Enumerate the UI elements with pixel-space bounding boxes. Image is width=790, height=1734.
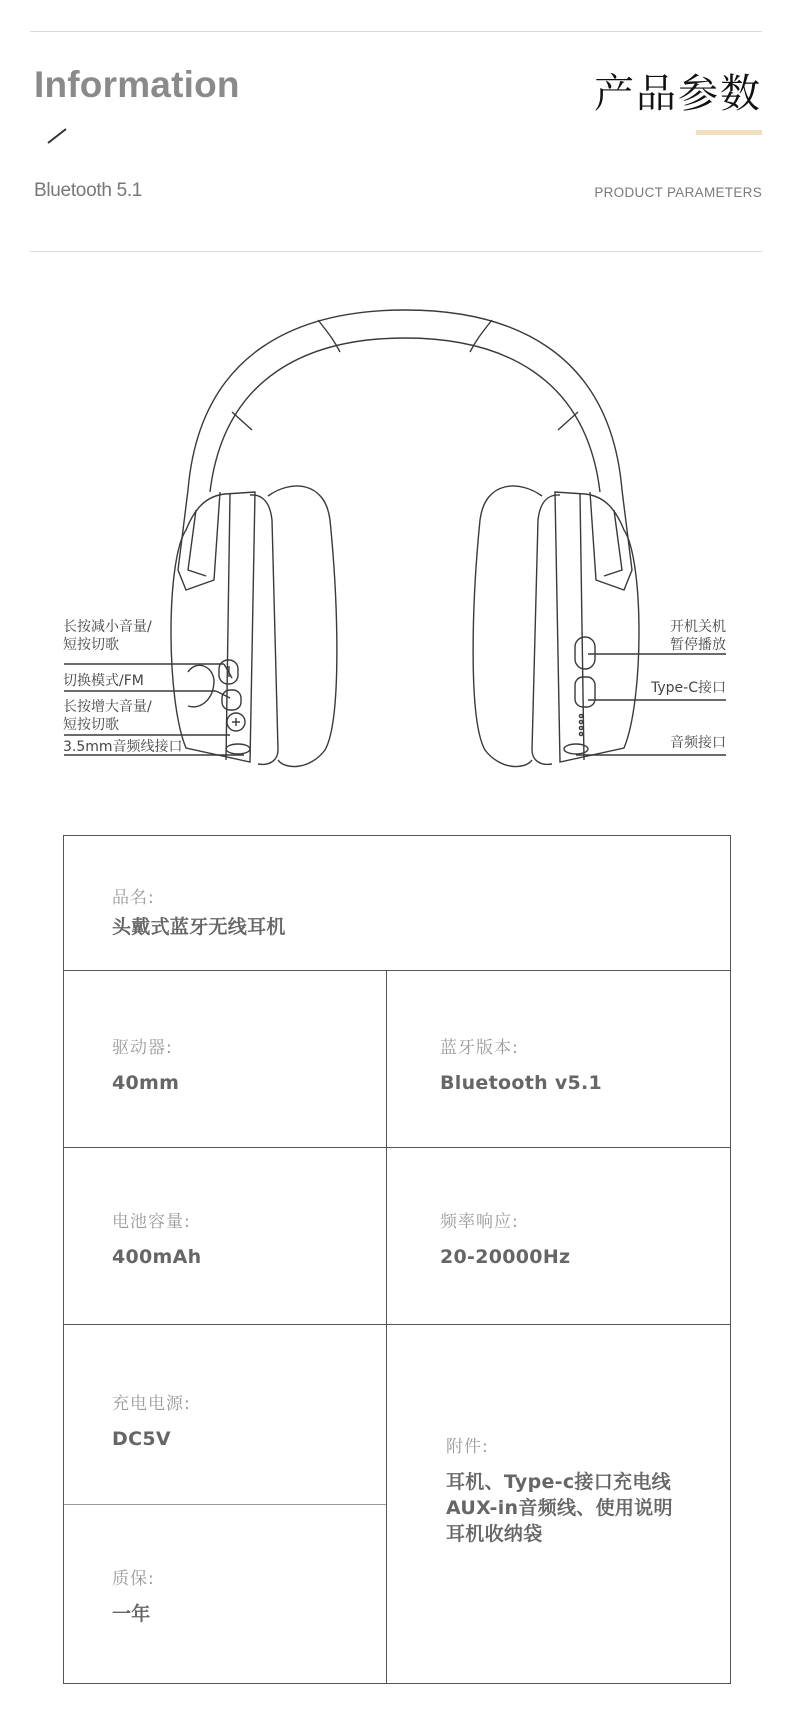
spec-label: 附件: [446, 1437, 489, 1457]
spec-frequency [440, 1207, 570, 1270]
spec-value: 40mm [112, 1072, 180, 1094]
callout-volume-down-line2: 短按切歌 [63, 637, 119, 653]
spec-name [112, 883, 286, 940]
spec-label: 蓝牙版本: [440, 1038, 519, 1058]
spec-label: 质保: [112, 1569, 155, 1589]
section-divider [30, 251, 762, 252]
spec-value: 400mAh [112, 1246, 202, 1268]
page-title: 产品参数 [594, 71, 762, 117]
spec-label: 品名: [112, 888, 155, 908]
callout-power-line2: 暂停播放 [670, 637, 726, 653]
spec-col-divider [386, 970, 387, 1683]
slash-mark [46, 128, 68, 144]
spec-battery [112, 1207, 202, 1270]
bluetooth-subtitle: Bluetooth 5.1 [34, 180, 143, 201]
callout-volume-up-line2: 短按切歌 [63, 717, 119, 733]
spec-row-divider [64, 1324, 730, 1325]
spec-table [63, 835, 731, 1684]
spec-value: Bluetooth v5.1 [440, 1072, 603, 1094]
callout-aux-jack: 3.5mm音频线接口 [63, 739, 183, 755]
headphone-diagram [0, 280, 790, 780]
callout-volume-down-line1: 长按减小音量/ [63, 619, 152, 635]
info-title: Information [34, 64, 240, 105]
spec-value: DC5V [112, 1428, 171, 1450]
spec-value: 耳机、Type-c接口充电线 AUX-in音频线、使用说明 耳机收纳袋 [446, 1471, 673, 1545]
page-subtitle: PRODUCT PARAMETERS [594, 185, 762, 200]
spec-value: 一年 [112, 1603, 151, 1625]
title-underline [696, 130, 762, 135]
spec-value: 头戴式蓝牙无线耳机 [112, 916, 286, 938]
spec-accessories [446, 1432, 716, 1547]
spec-row-divider [64, 1147, 730, 1148]
spec-row-divider [64, 970, 730, 971]
callout-volume-down [63, 618, 152, 654]
callout-volume-up-line1: 长按增大音量/ [63, 699, 152, 715]
spec-warranty [112, 1564, 155, 1627]
spec-power [112, 1389, 191, 1452]
spec-label: 驱动器: [112, 1038, 173, 1058]
callout-power-line1: 开机关机 [670, 619, 726, 635]
spec-driver [112, 1033, 179, 1096]
callout-type-c: Type-C接口 [651, 680, 726, 696]
spec-row-divider [64, 1504, 386, 1505]
callout-power [670, 618, 726, 654]
spec-label: 电池容量: [112, 1212, 191, 1232]
callout-audio-port: 音频接口 [670, 735, 726, 751]
callout-volume-up [63, 698, 152, 734]
top-divider [30, 31, 762, 32]
callout-mode-fm: 切换模式/FM [63, 673, 144, 689]
spec-label: 充电电源: [112, 1394, 191, 1414]
spec-bt-version [440, 1033, 602, 1096]
spec-label: 频率响应: [440, 1212, 519, 1232]
spec-value: 20-20000Hz [440, 1246, 571, 1268]
